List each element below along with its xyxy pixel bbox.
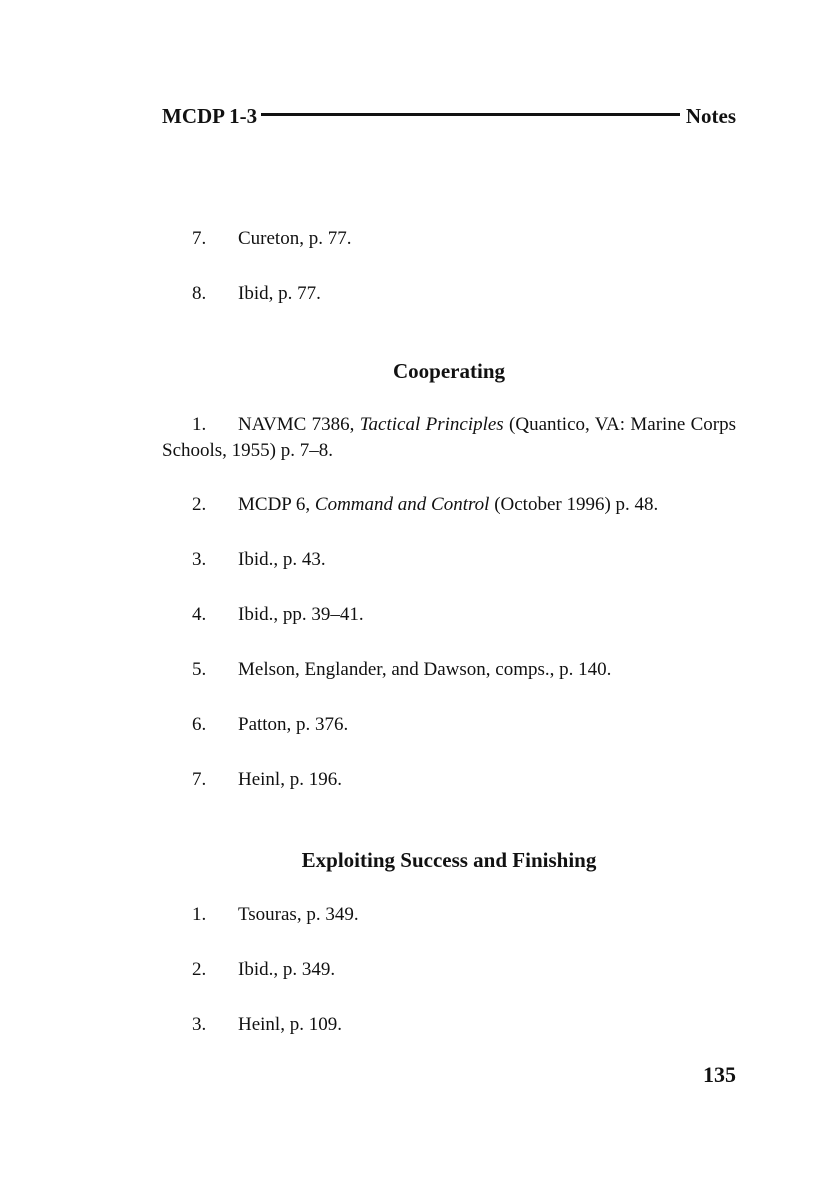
- note-title-italic: Command and Control: [314, 494, 490, 515]
- note-number: 1.: [192, 414, 207, 435]
- note-text: Heinl, p. 109.: [238, 1014, 342, 1035]
- header-section-name: Notes: [685, 103, 736, 128]
- note-item-cooperating-5: [162, 657, 736, 683]
- note-item-exploiting-1: [162, 902, 736, 928]
- note-item-cooperating-3: [162, 547, 736, 573]
- note-number: 1.: [192, 904, 207, 925]
- note-number: 7.: [192, 769, 207, 790]
- note-number: 3.: [192, 549, 207, 570]
- header-rule: [261, 113, 680, 116]
- note-number: 4.: [192, 604, 207, 625]
- page-number: 135: [703, 1062, 736, 1087]
- note-number: 6.: [192, 714, 207, 735]
- note-item: [162, 281, 736, 307]
- note-item-exploiting-3: [162, 1012, 736, 1038]
- note-text: Tsouras, p. 349.: [238, 904, 359, 925]
- note-text: Melson, Englander, and Dawson, comps., p. 140.: [238, 659, 612, 680]
- note-item-cooperating-2: [162, 492, 736, 518]
- note-text-pre: MCDP 6,: [238, 494, 315, 515]
- note-item: [162, 226, 736, 252]
- note-text-post: (October 1996) p. 48.: [489, 494, 659, 515]
- section-title-cooperating: Cooperating: [393, 359, 505, 383]
- note-number: 2.: [192, 494, 207, 515]
- note-text: Ibid., pp. 39–41.: [238, 604, 364, 625]
- note-text: Ibid., p. 349.: [238, 959, 336, 980]
- note-item-cooperating-1: [162, 412, 736, 464]
- note-title-italic: Tactical Principles: [359, 414, 504, 435]
- note-list-previous: [162, 226, 736, 252]
- note-text-pre: NAVMC 7386,: [238, 414, 360, 435]
- note-number: 7.: [192, 228, 207, 249]
- header-document-id: MCDP 1-3: [162, 103, 258, 128]
- note-item-cooperating-4: [162, 602, 736, 628]
- note-text-post: (Quantico, VA: Marine Corps Schools, 1955) p. 7–8.: [162, 414, 736, 461]
- note-text: Cureton, p. 77.: [238, 228, 352, 249]
- note-item-cooperating-6: [162, 712, 736, 738]
- note-text: Ibid, p. 77.: [238, 283, 321, 304]
- section-title-exploiting: Exploiting Success and Finishing: [301, 848, 597, 872]
- note-item-exploiting-2: [162, 957, 736, 983]
- note-text: Heinl, p. 196.: [238, 769, 342, 790]
- note-number: 8.: [192, 283, 207, 304]
- note-list-previous-2: [162, 281, 736, 307]
- note-number: 5.: [192, 659, 207, 680]
- note-text: Patton, p. 376.: [238, 714, 349, 735]
- note-item-cooperating-7: [162, 767, 736, 793]
- note-text: [238, 492, 736, 518]
- running-header: [162, 102, 736, 130]
- note-number: 2.: [192, 959, 207, 980]
- note-text: Ibid., p. 43.: [238, 549, 326, 570]
- note-number: 3.: [192, 1014, 207, 1035]
